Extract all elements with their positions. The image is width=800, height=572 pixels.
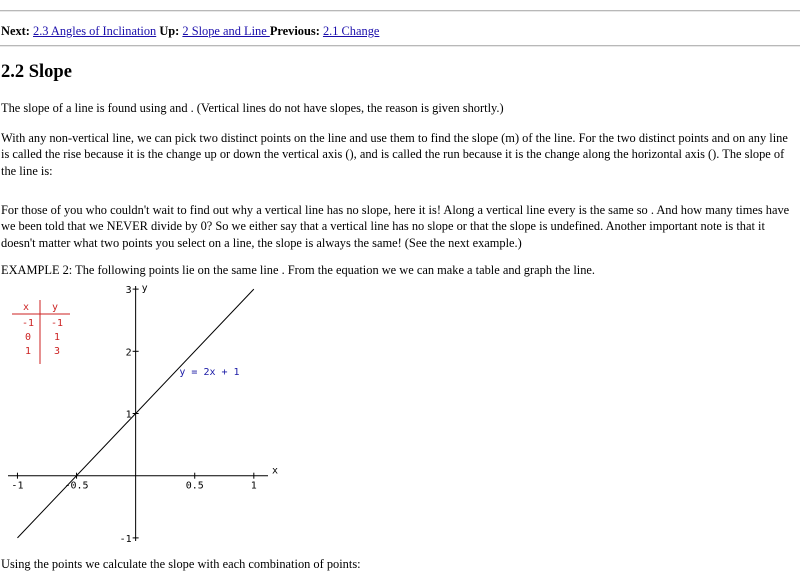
line-graph bbox=[0, 276, 300, 546]
y-tick-label: 3 bbox=[125, 285, 132, 297]
line-equation-label: y = 2x + 1 bbox=[179, 366, 240, 378]
up-label: Up: bbox=[159, 24, 180, 38]
nav-divider bbox=[0, 45, 800, 47]
table-cell: -1 bbox=[21, 318, 35, 329]
paragraph-calculate-slope: Using the points we calculate the slope with each combination of points: bbox=[1, 557, 361, 571]
paragraph-vertical-line: For those of you who couldn't wait to find out why a vertical line has no slope, here it is! Along a vertical line every is the same so . And how many times have we been told that we NEVER divide by 0? So we either say that a vertical line has no slope or that the slope is undefined. Another important note is that it doesn't matter what two points you select on a line, the slope is always the same! (See the next example.) bbox=[1, 203, 790, 250]
previous-label: Previous: bbox=[269, 24, 320, 38]
table-header-y: y bbox=[51, 302, 59, 313]
y-tick-label: 2 bbox=[125, 347, 132, 359]
previous-link[interactable]: 2.1 Change bbox=[322, 24, 380, 38]
table-cell: -1 bbox=[50, 318, 64, 329]
paragraph-rise-run: With any non-vertical line, we can pick two distinct points on the line and use them to find the slope (m) of the line. For the two distinct points and on any line is called the rise because it is the change up or down the vertical axis (), and is called the run because it is the change along the horizontal axis (). The slope of the line is: bbox=[1, 131, 788, 178]
next-link[interactable]: 2.3 Angles of Inclination bbox=[33, 24, 157, 38]
y-axis-label: y bbox=[141, 283, 148, 294]
table-cell: 1 bbox=[53, 332, 61, 343]
table-cell: 3 bbox=[53, 346, 61, 357]
next-label: Next: bbox=[1, 24, 30, 38]
navigation-bar bbox=[1, 24, 379, 39]
y-tick-label: 1 bbox=[125, 409, 132, 421]
x-tick-label: -1 bbox=[11, 480, 24, 492]
paragraph-slope-definition: The slope of a line is found using and . (Vertical lines do not have slopes, the reason is given shortly.) bbox=[1, 101, 504, 115]
table-cell: 0 bbox=[24, 332, 32, 343]
top-divider bbox=[0, 10, 800, 12]
x-axis-label: x bbox=[272, 465, 279, 477]
y-tick-label: -1 bbox=[119, 533, 132, 545]
section-title: 2.2 Slope bbox=[1, 62, 72, 82]
xy-table bbox=[12, 300, 70, 364]
table-cell: 1 bbox=[24, 346, 32, 357]
x-tick-label: 1 bbox=[250, 480, 257, 492]
x-tick-label: -0.5 bbox=[64, 480, 89, 492]
up-link[interactable]: 2 Slope and Line bbox=[182, 24, 270, 38]
table-header-x: x bbox=[22, 302, 30, 313]
paragraph-example-2: EXAMPLE 2: The following points lie on the same line . From the equation we we can make a table and graph the line. bbox=[1, 263, 596, 277]
x-tick-label: 0.5 bbox=[185, 480, 204, 492]
